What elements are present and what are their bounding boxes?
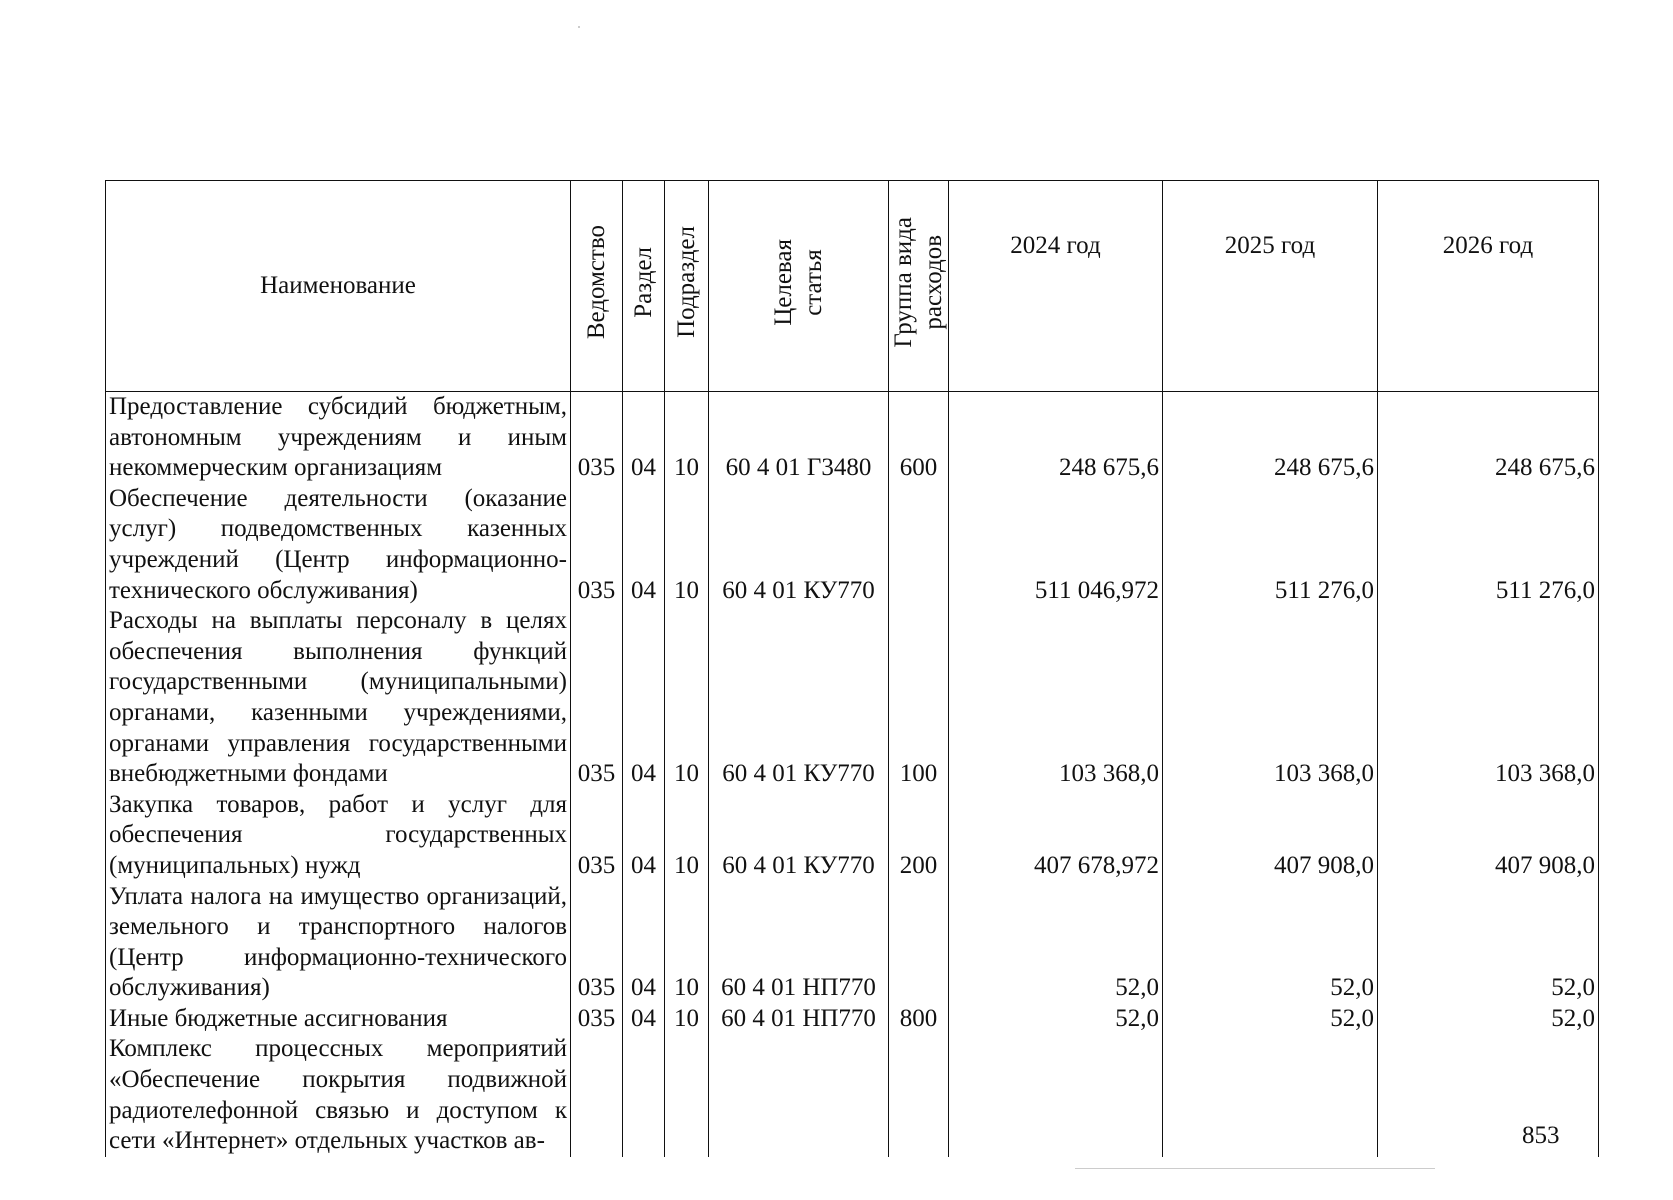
header-2024: 2024 год	[949, 181, 1163, 392]
row-2025: 407 908,0	[1163, 790, 1378, 882]
row-name: Закупка товаров, работ и услуг для обеспечения государственных (муниципальных) нужд	[106, 790, 571, 882]
row-celevaya-statya: 60 4 01 КУ770	[709, 484, 889, 606]
row-2026: 407 908,0	[1378, 790, 1599, 882]
row-name: Комплекс процессных мероприятий «Обеспечение покрытия подвижной радиотелефонной связью и доступом к сети «Интернет» отдельных участков ав-	[106, 1034, 571, 1156]
row-vedomstvo: 035	[571, 484, 623, 606]
row-name: Предоставление субсидий бюджетным, автономным учреждениям и иным некоммерческим организациям	[106, 392, 571, 484]
row-vedomstvo: 035	[571, 882, 623, 1004]
row-2026: 511 276,0	[1378, 484, 1599, 606]
header-name: Наименование	[106, 181, 571, 392]
table-row	[106, 606, 1599, 790]
row-gruppa: 800	[889, 1004, 949, 1035]
row-2024: 52,0	[949, 1004, 1163, 1035]
table-row	[106, 1004, 1599, 1035]
row-2026: 103 368,0	[1378, 606, 1599, 790]
row-2025: 52,0	[1163, 1004, 1378, 1035]
row-vedomstvo	[571, 1034, 623, 1156]
row-gruppa: 200	[889, 790, 949, 882]
row-name: Расходы на выплаты персоналу в целях обеспечения выполнения функций государственными (муниципальными) органами, казенными учреждениями, органами управления государственными внебюджетными фондами	[106, 606, 571, 790]
row-2024: 511 046,972	[949, 484, 1163, 606]
row-2024	[949, 1034, 1163, 1156]
table-row	[106, 882, 1599, 1004]
budget-table	[105, 180, 1599, 1157]
row-2025: 103 368,0	[1163, 606, 1378, 790]
row-gruppa	[889, 484, 949, 606]
row-podrazdel	[665, 1034, 709, 1156]
row-razdel	[623, 1034, 665, 1156]
row-2026: 52,0	[1378, 1004, 1599, 1035]
table-row	[106, 484, 1599, 606]
row-gruppa: 100	[889, 606, 949, 790]
row-vedomstvo: 035	[571, 1004, 623, 1035]
row-2025: 248 675,6	[1163, 392, 1378, 484]
scan-speck	[1075, 1168, 1435, 1169]
row-2024: 103 368,0	[949, 606, 1163, 790]
page-number: 853	[1522, 1122, 1560, 1149]
table-row	[106, 790, 1599, 882]
table-row	[106, 392, 1599, 484]
row-celevaya-statya: 60 4 01 КУ770	[709, 606, 889, 790]
row-celevaya-statya: 60 4 01 НП770	[709, 882, 889, 1004]
header-row	[106, 181, 1599, 392]
header-podrazdel: Подраздел	[665, 181, 709, 392]
row-2024: 407 678,972	[949, 790, 1163, 882]
scan-speck	[578, 26, 580, 28]
row-podrazdel: 10	[665, 392, 709, 484]
row-celevaya-statya: 60 4 01 НП770	[709, 1004, 889, 1035]
row-2026: 248 675,6	[1378, 392, 1599, 484]
row-razdel: 04	[623, 606, 665, 790]
row-2024: 248 675,6	[949, 392, 1163, 484]
header-razdel: Раздел	[623, 181, 665, 392]
header-2025: 2025 год	[1163, 181, 1378, 392]
row-2025	[1163, 1034, 1378, 1156]
row-celevaya-statya: 60 4 01 Г3480	[709, 392, 889, 484]
row-podrazdel: 10	[665, 882, 709, 1004]
row-2024: 52,0	[949, 882, 1163, 1004]
row-name: Обеспечение деятельности (оказание услуг) подведомственных казенных учреждений (Центр информационно-технического обслуживания)	[106, 484, 571, 606]
row-2025: 52,0	[1163, 882, 1378, 1004]
table-row	[106, 1034, 1599, 1156]
row-gruppa: 600	[889, 392, 949, 484]
row-gruppa	[889, 882, 949, 1004]
row-podrazdel: 10	[665, 790, 709, 882]
row-2026: 52,0	[1378, 882, 1599, 1004]
row-podrazdel: 10	[665, 484, 709, 606]
row-celevaya-statya	[709, 1034, 889, 1156]
row-podrazdel: 10	[665, 1004, 709, 1035]
row-vedomstvo: 035	[571, 606, 623, 790]
row-razdel: 04	[623, 1004, 665, 1035]
row-2026	[1378, 1034, 1599, 1156]
row-razdel: 04	[623, 484, 665, 606]
row-razdel: 04	[623, 790, 665, 882]
row-gruppa	[889, 1034, 949, 1156]
header-vedomstvo: Ведомство	[571, 181, 623, 392]
row-podrazdel: 10	[665, 606, 709, 790]
header-gruppa-vida-rashodov: Группа вида расходов	[889, 181, 949, 392]
row-name: Иные бюджетные ассигнования	[106, 1004, 571, 1035]
header-2026: 2026 год	[1378, 181, 1599, 392]
row-vedomstvo: 035	[571, 790, 623, 882]
row-celevaya-statya: 60 4 01 КУ770	[709, 790, 889, 882]
row-name: Уплата налога на имущество организаций, земельного и транспортного налогов (Центр информационно-технического обслуживания)	[106, 882, 571, 1004]
row-razdel: 04	[623, 392, 665, 484]
row-2025: 511 276,0	[1163, 484, 1378, 606]
row-vedomstvo: 035	[571, 392, 623, 484]
row-razdel: 04	[623, 882, 665, 1004]
header-celevaya-statya: Целевая статья	[709, 181, 889, 392]
